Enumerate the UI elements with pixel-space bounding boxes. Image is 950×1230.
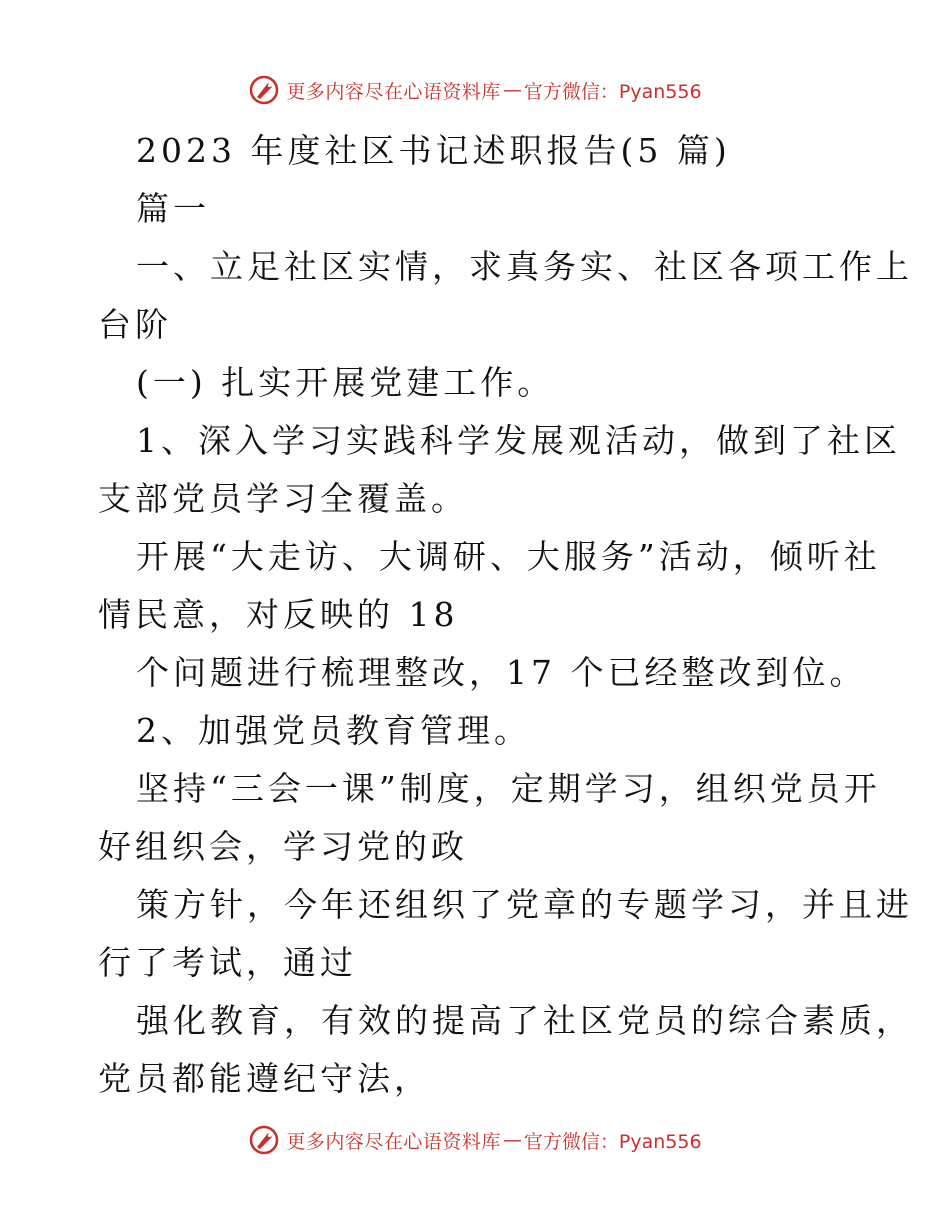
paragraph-line: 党员都能遵纪守法， (98, 1059, 431, 1098)
paragraph-line: 个问题进行梳理整改，17 个已经整改到位。 (136, 653, 867, 692)
paragraph-line: 开展“大走访、大调研、大服务”活动，倾听社 (136, 537, 881, 576)
watermark-contact: 官方微信：Pyan556 (523, 1130, 702, 1153)
paragraph-line: 1、深入学习实践科学发展观活动，做到了社区 (136, 421, 901, 460)
item-heading: (一) 扎实开展党建工作。 (136, 363, 555, 402)
pen-nib-logo-icon (248, 74, 280, 106)
paragraph-line: 坚持“三会一课”制度，定期学习，组织党员开 (136, 769, 881, 808)
watermark-text: 更多内容尽在心语资料库 (286, 80, 501, 103)
watermark-separator: — (502, 1129, 522, 1151)
paragraph-line: 强化教育，有效的提高了社区党员的综合素质， (136, 1001, 913, 1040)
footer-watermark (0, 1120, 950, 1160)
paragraph-line: 2、加强党员教育管理。 (136, 711, 531, 750)
watermark-separator: — (502, 79, 522, 101)
watermark-contact: 官方微信：Pyan556 (523, 80, 702, 103)
header-watermark (0, 70, 950, 110)
subsection-heading-cont: 台阶 (98, 305, 172, 344)
paragraph-line: 情民意，对反映的 18 (98, 595, 459, 634)
paragraph-line: 策方针，今年还组织了党章的专题学习，并且进 (136, 885, 913, 924)
document-title: 2023 年度社区书记述职报告(5 篇) (136, 131, 731, 170)
subsection-heading: 一、立足社区实情，求真务实、社区各项工作上 (136, 247, 913, 286)
paragraph-line: 支部党员学习全覆盖。 (98, 479, 468, 518)
section-heading: 篇一 (136, 189, 210, 228)
watermark-text: 更多内容尽在心语资料库 (286, 1130, 501, 1153)
paragraph-line: 好组织会，学习党的政 (98, 827, 468, 866)
paragraph-line: 行了考试，通过 (98, 943, 357, 982)
pen-nib-logo-icon (248, 1124, 280, 1156)
document-body (98, 122, 913, 1108)
